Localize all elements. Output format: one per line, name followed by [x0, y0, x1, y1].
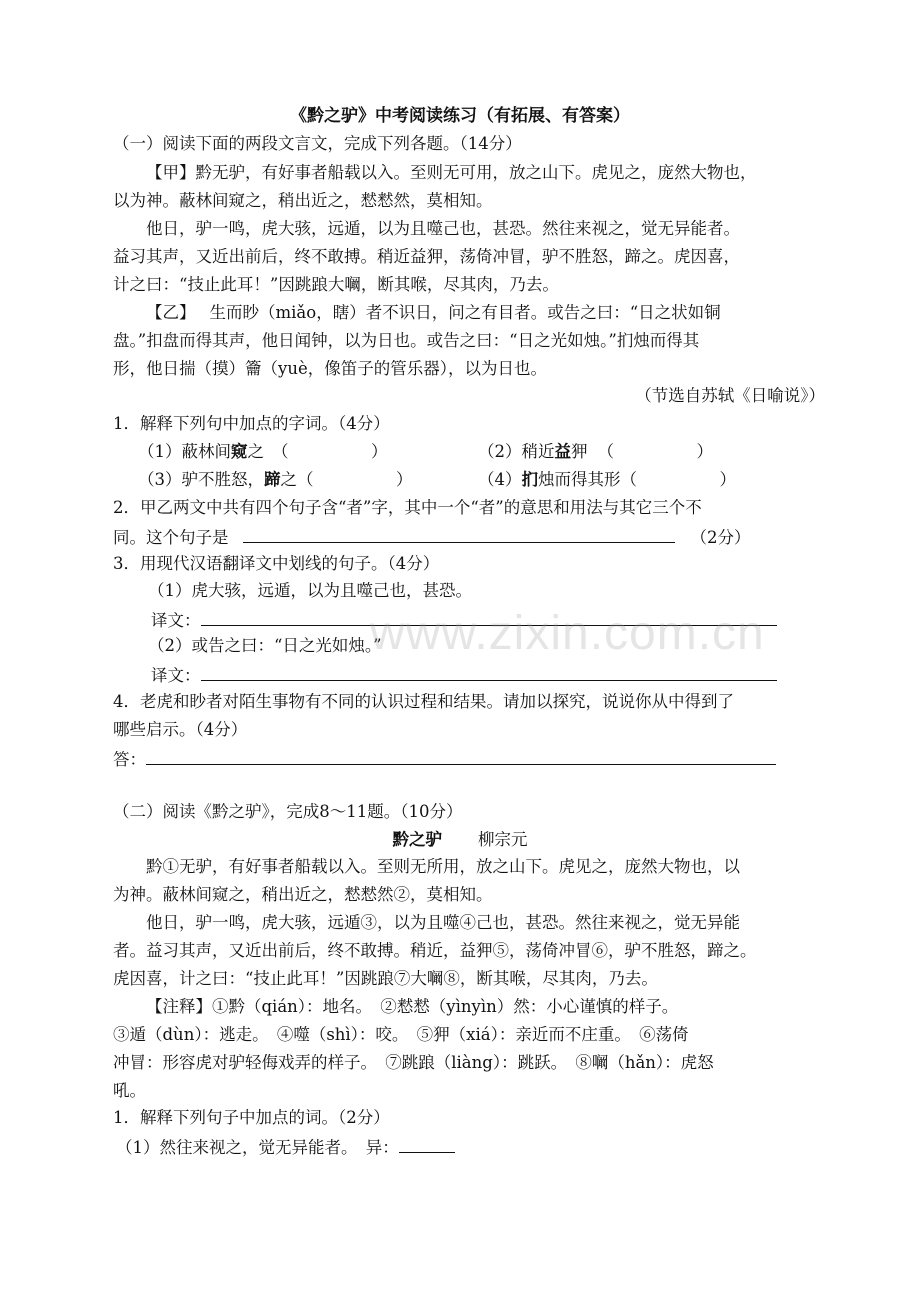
text2-line-4: 者。益习其声，又近出前后，终不敢搏。稍近，益狎⑤，荡倚冲冒⑥，驴不胜怒，蹄之。: [113, 941, 757, 960]
jia-line-3: 他日，驴一鸣，虎大骇，远遁，以为且噬己也，甚恐。然往来视之，觉无异能者。: [146, 219, 740, 238]
author: 柳宗元: [478, 830, 528, 849]
q2-line-1: 2．甲乙两文中共有四个句子含“者”字，其中一个“者”的意思和用法与其它三个不: [113, 498, 702, 517]
page-title: 《黔之驴》中考阅读练习（有拓展、有答案）: [290, 106, 630, 126]
notes-line-3: 冲冒：形容虎对驴轻侮戏弄的样子。 ⑦跳踉（liàng）：跳跃。 ⑧㘎（hǎn）：虎怒: [113, 1053, 714, 1072]
answer-blank-line[interactable]: [399, 1136, 455, 1153]
q4-answer-line[interactable]: [146, 748, 776, 765]
yi-line-3: 形，他日揣（摸）籥（yuè，像笛子的管乐器），以为日也。: [113, 359, 547, 378]
text2-line-2: 为神。蔽林间窥之，稍出近之，慭慭然②，莫相知。: [113, 885, 493, 904]
notes-label: 【注释】: [146, 997, 212, 1016]
yi-line-1: 【乙】 生而眇（miǎo，瞎）者不识日，问之有目者。或告之曰：“日之状如铜: [146, 303, 721, 322]
q1-item-3: （3）驴不胜怒，蹄之（ ）: [138, 470, 413, 489]
translation-answer-line[interactable]: [201, 664, 777, 681]
answer-blank[interactable]: （ ）: [297, 470, 413, 489]
q3-translation-2: 译文：: [151, 664, 863, 686]
answer-blank[interactable]: （ ）: [620, 470, 736, 489]
q2-1-stem: 1．解释下列句子中加点的词。（2分）: [113, 1108, 390, 1127]
jia-line-2: 以为神。蔽林间窥之，稍出近之，慭慭然，莫相知。: [113, 191, 493, 210]
q2-line-2: 同。这个句子是 （2分）: [113, 528, 751, 547]
q1-item-4: （4）扪烛而得其形（ ）: [478, 470, 736, 489]
q4-line-2: 哪些启示。（4分）: [113, 720, 248, 739]
yi-line-2: 盘。”扣盘而得其声，他日闻钟，以为日也。或告之曰：“日之光如烛。”扪烛而得其: [113, 331, 700, 350]
q3-translation-1: 译文：: [151, 609, 863, 631]
text2-line-1: 黔①无驴，有好事者船载以入。至则无所用，放之山下。虎见之，庞然大物也，以: [146, 857, 740, 876]
notes-line-4: 吼。: [113, 1081, 146, 1100]
notes-line-1: 【注释】①黔（qián）：地名。 ②慭慭（yìnyìn）然：小心谨慎的样子。: [146, 997, 679, 1016]
yi-label: 【乙】: [146, 303, 196, 322]
poem-title: 黔之驴: [392, 830, 442, 849]
source-citation: （节选自苏轼《日喻说》）: [635, 386, 825, 405]
q1-item-1: （1）蔽林间窥之 （ ）: [138, 442, 388, 461]
text2-line-3: 他日，驴一鸣，虎大骇，远遁③，以为且噬④己也，甚恐。然往来视之，觉无异能: [146, 913, 740, 932]
q2-1-item: （1）然往来视之，觉无异能者。 异：: [116, 1136, 828, 1158]
watermark: www.zixin.com.cn: [370, 607, 765, 660]
answer-blank[interactable]: （ ）: [597, 442, 713, 461]
section2-header: （二）阅读《黔之驴》，完成8～11题。（10分）: [113, 802, 463, 821]
poem-heading: [0, 830, 920, 850]
jia-label: 【甲】: [146, 163, 196, 182]
q4-answer: 答：: [113, 748, 825, 770]
jia-line-5: 计之曰：“技止此耳！”因跳踉大㘎，断其喉，尽其肉，乃去。: [113, 275, 559, 294]
q1-stem: 1．解释下列句中加点的字词。（4分）: [113, 414, 390, 433]
section1-header: （一）阅读下面的两段文言文，完成下列各题。（14分）: [113, 134, 522, 153]
q4-line-1: 4．老虎和眇者对陌生事物有不同的认识过程和结果。请加以探究，说说你从中得到了: [113, 692, 734, 711]
q1-item-2: （2）稍近益狎 （ ）: [478, 442, 713, 461]
q3-sentence-2: （2）或告之曰：“日之光如烛。”: [148, 636, 382, 655]
jia-line-4: 益习其声，又近出前后，终不敢搏。稍近益狎，荡倚冲冒，驴不胜怒，蹄之。虎因喜，: [113, 247, 740, 266]
notes-line-2: ③遁（dùn）：逃走。 ④噬（shì）：咬。 ⑤狎（xiá）：亲近而不庄重。 ⑥荡倚: [113, 1025, 689, 1044]
jia-line-1: 【甲】黔无驴，有好事者船载以入。至则无可用，放之山下。虎见之，庞然大物也，: [146, 163, 757, 182]
q2-answer-line[interactable]: [243, 526, 675, 543]
answer-blank[interactable]: （ ）: [272, 442, 388, 461]
text2-line-5: 虎因喜，计之曰：“技止此耳！”因跳踉⑦大㘎⑧，断其喉，尽其肉，乃去。: [113, 969, 658, 988]
q3-sentence-1: （1）虎大骇，远遁，以为且噬己也，甚恐。: [148, 581, 472, 600]
q3-stem: 3．用现代汉语翻译文中划线的句子。（4分）: [113, 554, 440, 573]
